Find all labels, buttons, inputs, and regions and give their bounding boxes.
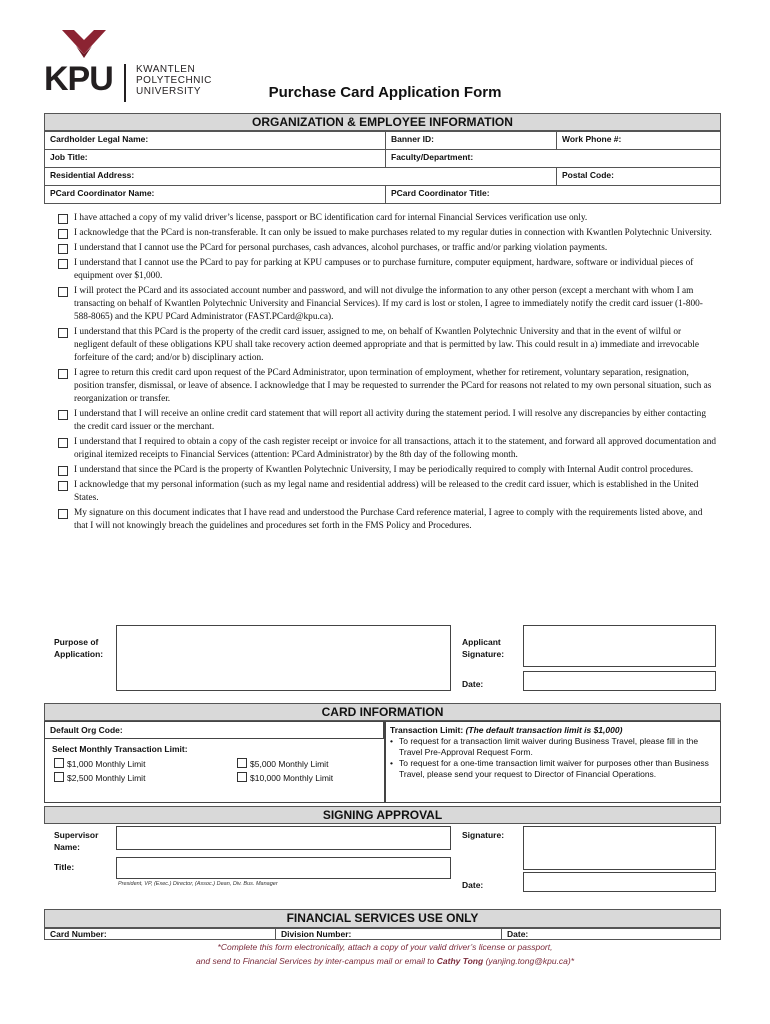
statement-item: My signature on this document indicates that I have read and understood the Purchase Card reference material, I agree to comply with the requirements listed above, and that I will not knowingly breach the guidelines and procedures set forth in the FMS Policy and Procedures.	[58, 507, 718, 533]
supervisor-signature-label: Signature:	[462, 830, 505, 840]
division-number-field[interactable]: Division Number:	[276, 929, 502, 940]
supervisor-signature-input[interactable]	[523, 826, 716, 870]
coordinator-title-field[interactable]: PCard Coordinator Title:	[386, 186, 721, 204]
statement-item: I understand that this PCard is the property of the credit card issuer, assigned to me, on behalf of Kwantlen Polytechnic University and that in the event of wilful or negligent default of these obligations KPU shall take recovery action deemed appropriate and that is permitted by law. This could result in a) immediate and irrevocable forfeiture of the card; and/or b) disciplinary action.	[58, 326, 718, 365]
contact-name: Cathy Tong	[436, 956, 484, 966]
logo-letters: KPU	[44, 60, 113, 98]
applicant-signature-label: Applicant Signature:	[462, 637, 505, 659]
faculty-field[interactable]: Faculty/Department:	[386, 150, 721, 168]
acknowledgement-list	[58, 212, 718, 535]
org-section-heading: ORGANIZATION & EMPLOYEE INFORMATION	[44, 113, 721, 131]
statement-checkbox[interactable]	[58, 466, 68, 476]
limit-option-1000[interactable]: $1,000 Monthly Limit	[54, 758, 145, 770]
work-phone-field[interactable]: Work Phone #:	[557, 132, 721, 150]
transaction-limit-note: (The default transaction limit is $1,000)	[465, 725, 623, 735]
card-info-divider	[384, 721, 386, 803]
form-title: Purchase Card Application Form	[268, 84, 502, 101]
supervisor-date-input[interactable]	[523, 872, 716, 892]
supervisor-title-input[interactable]	[116, 857, 451, 879]
transaction-limit-info	[390, 725, 716, 780]
financial-use-table	[44, 928, 721, 940]
banner-id-field[interactable]: Banner ID:	[386, 132, 557, 150]
limit-waiver-bullet: • To request for a transaction limit waiver during Business Travel, please fill in the Travel Pre-Approval Request Form.	[390, 736, 716, 758]
statement-item: I understand that I cannot use the PCard to pay for parking at KPU campuses or to purchase furniture, computer equipment, hardware, software or individual pieces of equipment over $1,000.	[58, 257, 718, 283]
statement-item: I understand that I will receive an online credit card statement that will report all activity during the statement period. I will resolve any discrepancies by either contacting the credit card issuer or the merchant.	[58, 408, 718, 434]
supervisor-name-input[interactable]	[116, 826, 451, 850]
org-info-table	[44, 131, 721, 204]
footer-line-2: and send to Financial Services by inter-campus mail or email to Cathy Tong (yanjing.tong@kpu.ca)*	[195, 956, 575, 966]
limit-checkbox[interactable]	[237, 758, 247, 768]
statement-item: I agree to return this credit card upon request of the PCard Administrator, upon termination of employment, whether for retirement, voluntary separation, resignation, position transfer, dismissal, or leave of absence. I acknowledge that I may be requested to surrender the PCard for reasons not related to my own personal situation, such as reorganization or transfer.	[58, 367, 718, 406]
statement-checkbox[interactable]	[58, 369, 68, 379]
statement-item: I acknowledge that the PCard is non-transferable. It can only be issued to make purchases related to my regular duties in connection with Kwantlen Polytechnic University.	[58, 227, 718, 240]
title-hint: President, VP, (Exec.) Director, (Assoc.) Dean, Div. Bus. Manager	[118, 881, 278, 887]
limit-option-2500[interactable]: $2,500 Monthly Limit	[54, 772, 145, 784]
statement-checkbox[interactable]	[58, 214, 68, 224]
cardholder-name-field[interactable]: Cardholder Legal Name:	[45, 132, 386, 150]
job-title-field[interactable]: Job Title:	[45, 150, 386, 168]
financial-section-heading: FINANCIAL SERVICES USE ONLY	[44, 909, 721, 928]
supervisor-name-label: Supervisor Name:	[54, 830, 99, 852]
statement-item: I understand that since the PCard is the property of Kwantlen Polytechnic University, I may be periodically required to comply with Internal Audit control procedures.	[58, 464, 718, 477]
purpose-label: Purpose of Application:	[54, 637, 104, 659]
statement-checkbox[interactable]	[58, 481, 68, 491]
footer-line-1: *Complete this form electronically, attach a copy of your valid driver’s license or passport,	[217, 942, 553, 952]
statement-checkbox[interactable]	[58, 438, 68, 448]
logo-university-name: KWANTLEN POLYTECHNIC UNIVERSITY	[136, 64, 212, 97]
residential-address-field[interactable]: Residential Address:	[45, 168, 557, 186]
statement-item: I acknowledge that my personal information (such as my legal name and residential address) will be released to the credit card issuer, which is established in the United States.	[58, 479, 718, 505]
statement-checkbox[interactable]	[58, 328, 68, 338]
applicant-date-label: Date:	[462, 679, 484, 689]
statement-checkbox[interactable]	[58, 410, 68, 420]
coordinator-name-field[interactable]: PCard Coordinator Name:	[45, 186, 386, 204]
contact-email[interactable]: (yanjing.tong@kpu.ca)*	[485, 956, 575, 966]
limit-option-10000[interactable]: $10,000 Monthly Limit	[237, 772, 333, 784]
signing-section-heading: SIGNING APPROVAL	[44, 806, 721, 824]
statement-checkbox[interactable]	[58, 509, 68, 519]
statement-item: I will protect the PCard and its associated account number and password, and will not divulge the information to any other person (except a merchant with whom I am transacting on behalf of Kwantlen Polytechnic University and Financial Services). If my card is lost or stolen, I agree to immediately notify the credit card issuer (1-800-588-8065) and the KPU PCard Administrator (FAST.PCard@kpu.ca).	[58, 285, 718, 324]
statement-item: I understand that I required to obtain a copy of the cash register receipt or invoice for all transactions, attach it to the statement, and forward all approved documentation and original itemized receipts to Financial Services (attention: PCard Administrator) by the 8th day of the following month.	[58, 436, 718, 462]
kpu-chevron-icon	[62, 30, 106, 58]
statement-item: I understand that I cannot use the PCard for personal purchases, cash advances, alcohol purchases, or traffic and/or parking violation payments.	[58, 242, 718, 255]
limit-checkbox[interactable]	[237, 772, 247, 782]
statement-checkbox[interactable]	[58, 287, 68, 297]
default-org-code-label: Default Org Code:	[50, 725, 123, 735]
supervisor-date-label: Date:	[462, 880, 484, 890]
applicant-signature-input[interactable]	[523, 625, 716, 667]
applicant-date-input[interactable]	[523, 671, 716, 691]
financial-date-field[interactable]: Date:	[502, 929, 721, 940]
select-limit-label: Select Monthly Transaction Limit:	[52, 744, 188, 754]
statement-checkbox[interactable]	[58, 259, 68, 269]
supervisor-title-label: Title:	[54, 862, 75, 872]
limit-waiver-bullet: • To request for a one-time transaction limit waiver for purposes other than Business Travel, please send your request to Director of Financial Operations.	[390, 758, 716, 780]
statement-item: I have attached a copy of my valid driver’s license, passport or BC identification card for internal Financial Services verification use only.	[58, 212, 718, 225]
transaction-limit-label: Transaction Limit:	[390, 725, 464, 735]
statement-checkbox[interactable]	[58, 244, 68, 254]
card-section-heading: CARD INFORMATION	[44, 703, 721, 721]
limit-option-5000[interactable]: $5,000 Monthly Limit	[237, 758, 328, 770]
postal-code-field[interactable]: Postal Code:	[557, 168, 721, 186]
purpose-input[interactable]	[116, 625, 451, 691]
statement-checkbox[interactable]	[58, 229, 68, 239]
limit-checkbox[interactable]	[54, 772, 64, 782]
limit-checkbox[interactable]	[54, 758, 64, 768]
card-number-field[interactable]: Card Number:	[45, 929, 276, 940]
